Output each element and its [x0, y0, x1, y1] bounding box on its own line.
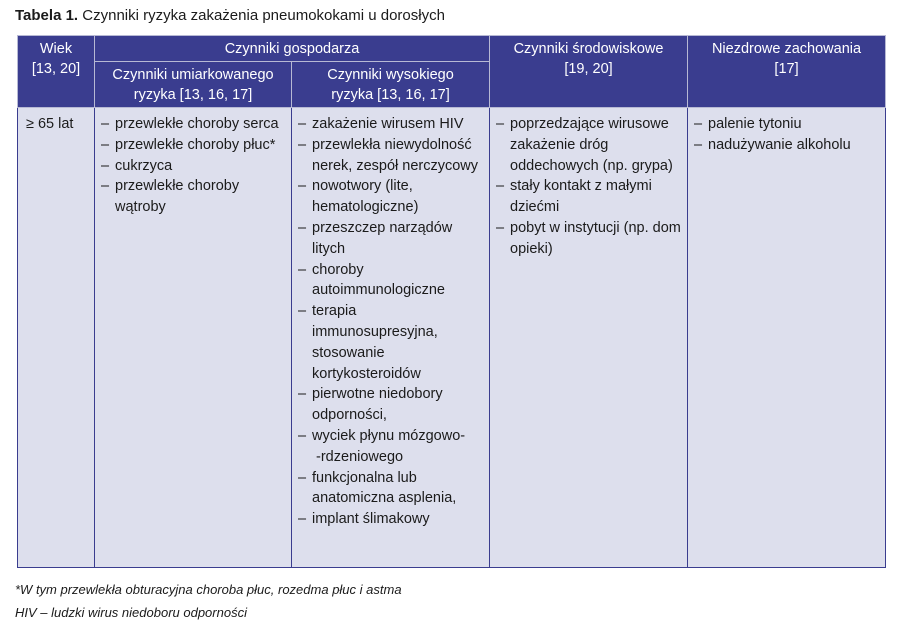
- list-item: – pierwotne niedobory odporności,: [298, 384, 485, 426]
- list-item: – nadużywanie alkoholu: [694, 135, 881, 156]
- age-cell: ≥ 65 lat: [18, 108, 95, 568]
- header-environmental-refs: [19, 20]: [564, 61, 613, 77]
- list-item: – terapia immunosupresyjna, stosowanie kortykosteroidów: [298, 301, 485, 384]
- list-item: – palenie tytoniu: [694, 114, 881, 135]
- table-caption-text: Czynniki ryzyka zakażenia pneumokokami u dorosłych: [82, 7, 445, 24]
- list-item: – funkcjonalna lub anatomiczna asplenia,: [298, 468, 485, 510]
- header-wiek-title: Wiek: [39, 41, 73, 57]
- header-high-risk: [292, 62, 490, 108]
- table-row: [18, 108, 886, 568]
- environmental-cell: [490, 108, 688, 568]
- header-behavior-refs: [17]: [774, 61, 799, 77]
- moderate-risk-list: [101, 114, 287, 218]
- header-row-1: [18, 36, 886, 62]
- list-item: – zakażenie wirusem HIV: [298, 114, 485, 135]
- header-wiek-refs: [13, 20]: [31, 61, 81, 77]
- behavior-cell: [688, 108, 886, 568]
- header-unhealthy-behavior: [688, 36, 886, 108]
- list-item: – przewlekłe choroby płuc*: [101, 135, 287, 156]
- header-high-title2: ryzyka [13, 16, 17]: [331, 87, 450, 103]
- list-item: – wyciek płynu mózgowo- ‑rdzeniowego: [298, 426, 485, 468]
- header-wiek: [18, 36, 95, 108]
- header-high-title: Czynniki wysokiego: [327, 67, 454, 83]
- header-host-factors: Czynniki gospodarza: [95, 36, 490, 62]
- header-moderate-title: Czynniki umiarkowanego: [112, 67, 274, 83]
- risk-factors-table: [17, 35, 886, 568]
- list-item: – przewlekłe choroby serca: [101, 114, 287, 135]
- footnote-copd: *W tym przewlekła obturacyjna choroba płuc, rozedma płuc i astma: [15, 582, 402, 597]
- behavior-list: [694, 114, 881, 156]
- header-behavior-title: Niezdrowe zachowania: [711, 41, 862, 57]
- list-item: – pobyt w instytucji (np. dom opieki): [496, 218, 683, 260]
- header-moderate-title2: ryzyka [13, 16, 17]: [133, 87, 253, 103]
- list-item: – implant ślimakowy: [298, 509, 485, 530]
- list-item: – stały kontakt z małymi dziećmi: [496, 176, 683, 218]
- header-moderate-risk: [95, 62, 292, 108]
- footnote-hiv: HIV – ludzki wirus niedoboru odporności: [15, 605, 247, 620]
- table-caption-label: Tabela 1.: [15, 7, 79, 24]
- header-environmental: [490, 36, 688, 108]
- list-item: – przewlekła niewydolność nerek, zespół nerczycowy: [298, 135, 485, 177]
- list-item: – choroby autoimmunologiczne: [298, 260, 485, 302]
- header-environmental-title: Czynniki środowiskowe: [513, 41, 664, 57]
- environmental-list: [496, 114, 683, 260]
- table-caption: [15, 7, 445, 25]
- list-item: – cukrzyca: [101, 156, 287, 177]
- list-item: – przewlekłe choroby wątroby: [101, 176, 287, 218]
- list-item: – nowotwory (lite, hematologiczne): [298, 176, 485, 218]
- high-risk-cell: [292, 108, 490, 568]
- list-item: – przeszczep narządów litych: [298, 218, 485, 260]
- moderate-risk-cell: [95, 108, 292, 568]
- list-item: – poprzedzające wirusowe zakażenie dróg oddechowych (np. grypa): [496, 114, 683, 176]
- high-risk-list: [298, 114, 485, 530]
